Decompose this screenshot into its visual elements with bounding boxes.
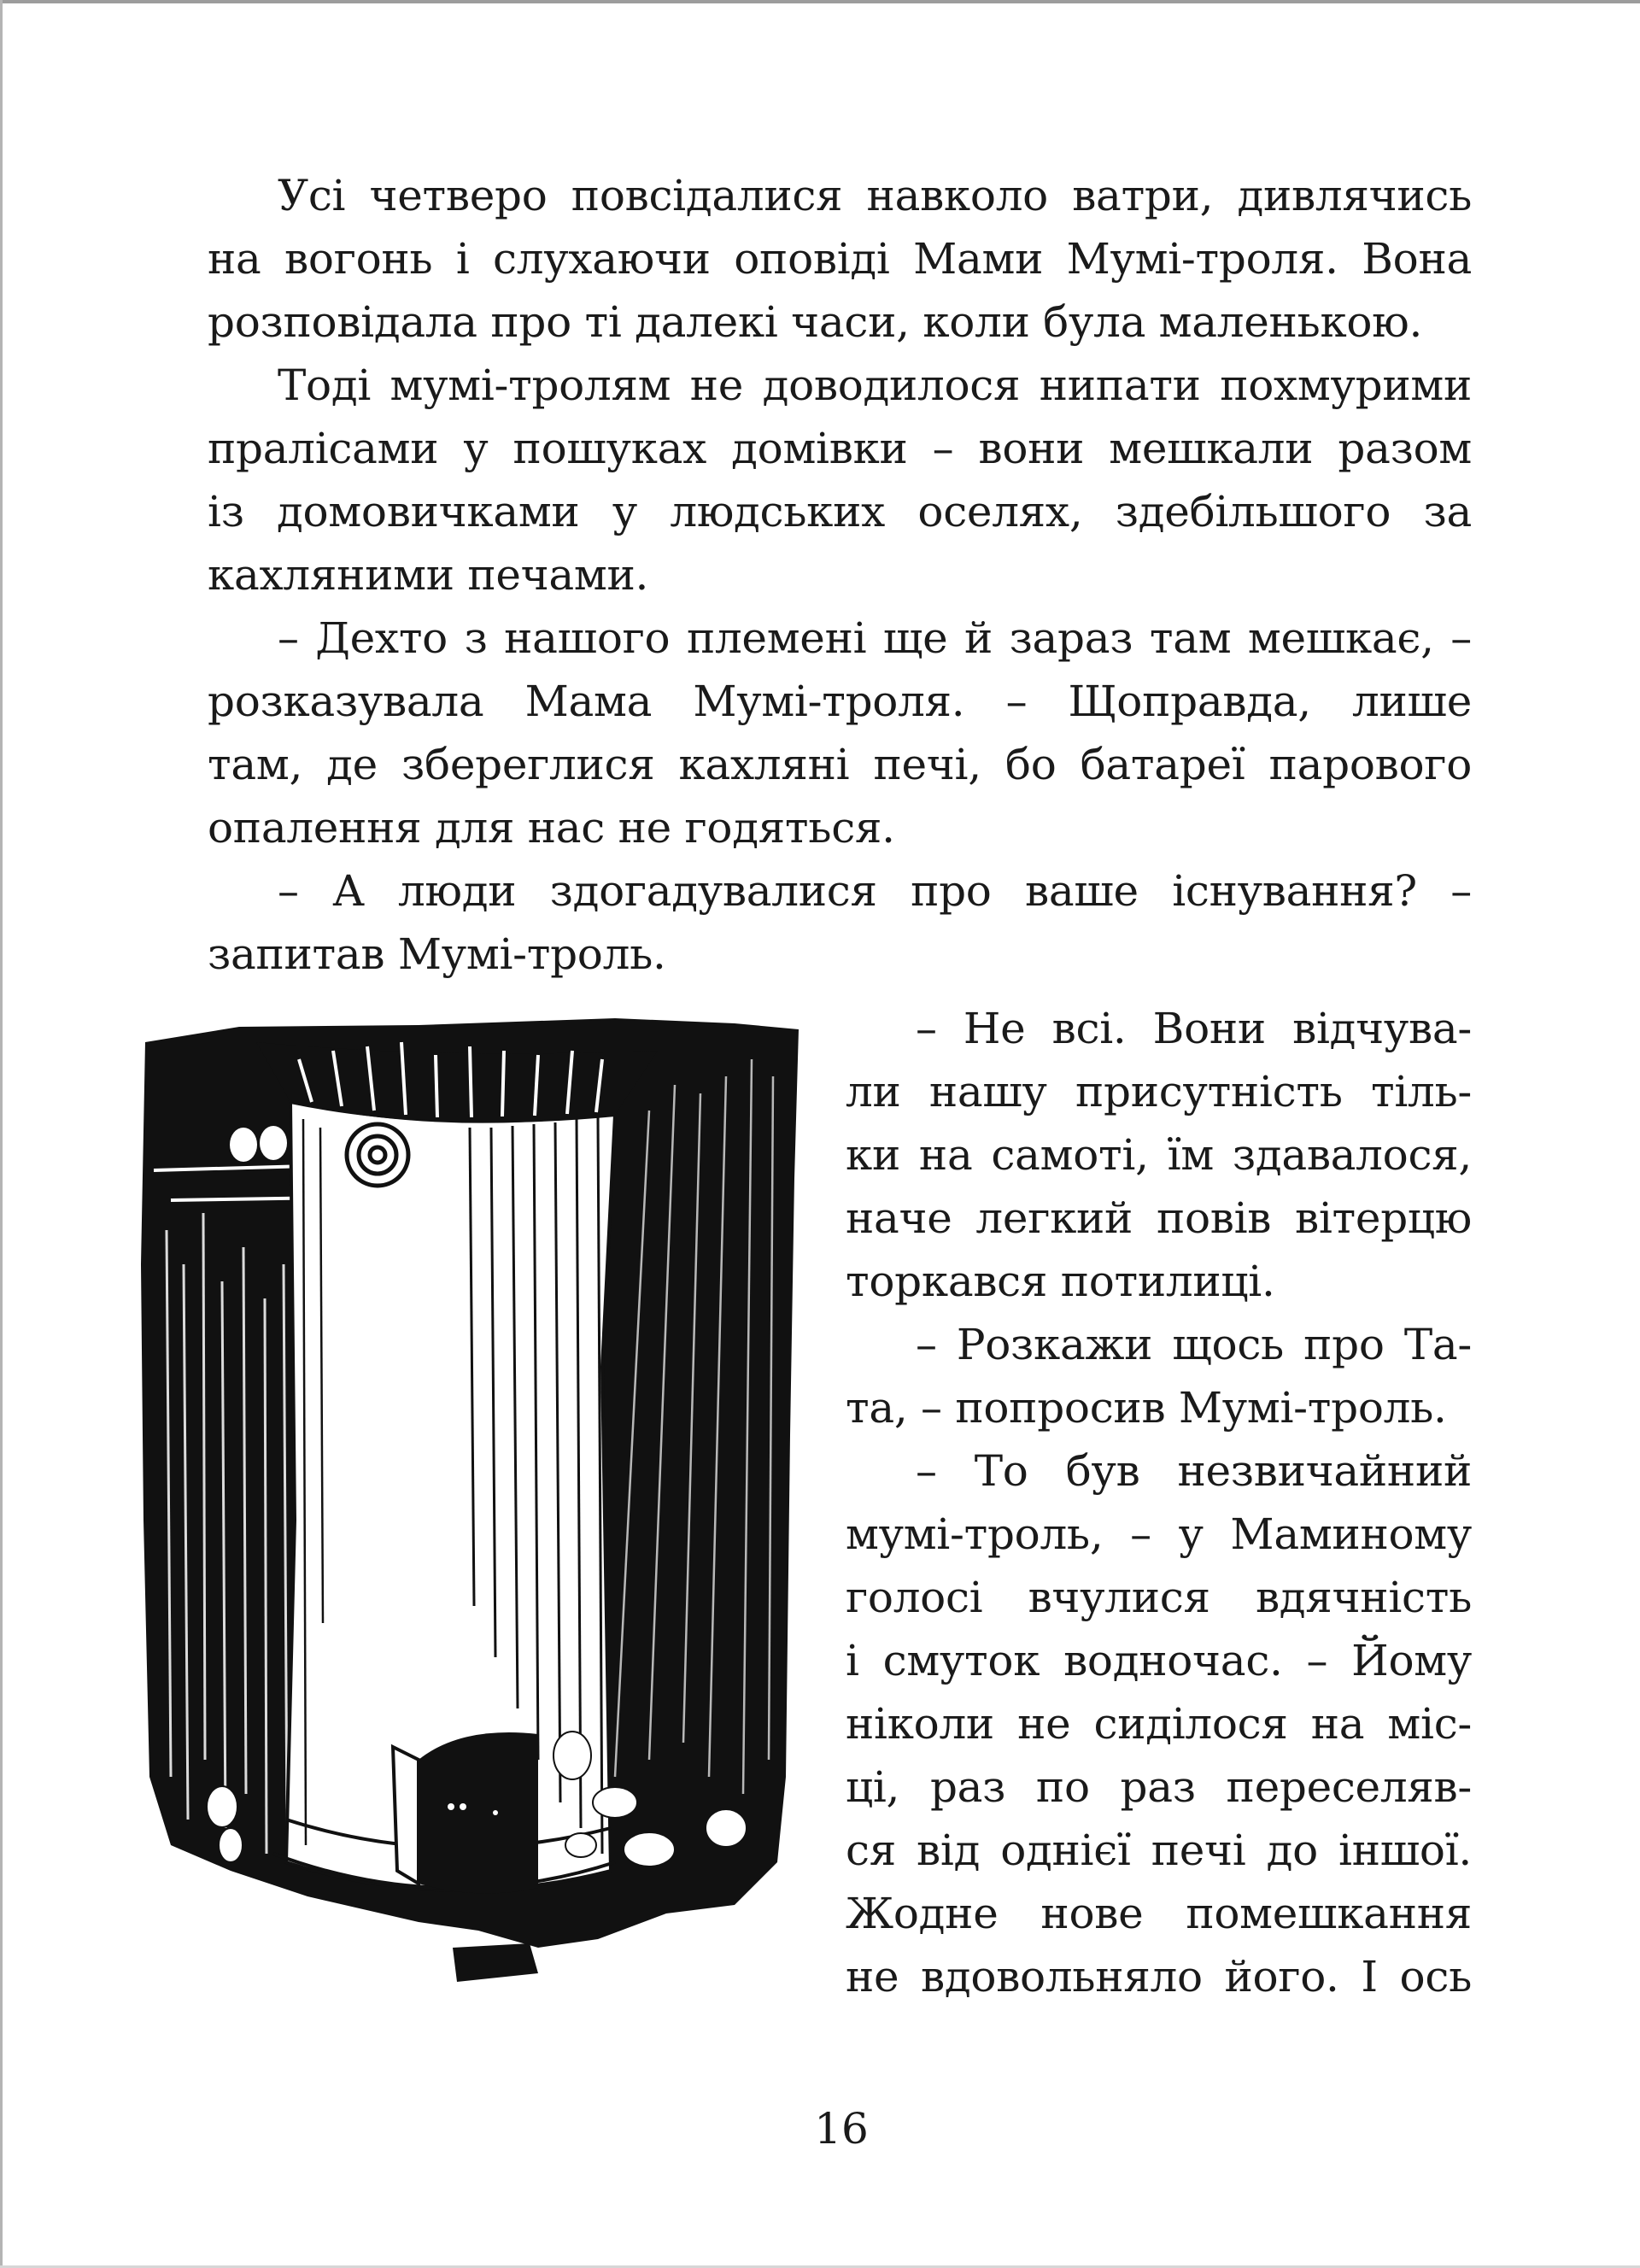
text-line: Жодне нове помешкання bbox=[846, 1889, 1472, 1938]
text-line: наче легкий повів вітерцю bbox=[846, 1193, 1472, 1243]
text-line: – То був незвичайний bbox=[916, 1446, 1472, 1496]
text-line: ки на самоті, їм здавалося, bbox=[846, 1130, 1472, 1180]
text-line: – Дехто з нашого племені ще й зараз там мешкає, – bbox=[278, 613, 1472, 663]
text-line: ніколи не сиділося на міс- bbox=[846, 1699, 1472, 1749]
page-top-border bbox=[0, 0, 1640, 3]
text-line: Усі четверо повсідалися навколо ватри, дивлячись bbox=[278, 171, 1472, 220]
text-line: – А люди здогадувалися про ваше існування? – bbox=[278, 866, 1472, 916]
text-line: із домовичками у людських оселях, здебільшого за bbox=[208, 487, 1472, 536]
text-line: ся від однієї печі до іншої. bbox=[846, 1826, 1472, 1875]
text-line: Тоді мумі-тролям не доводилося нипати похмурими bbox=[278, 360, 1472, 410]
text-line: розказувала Мама Мумі-троля. – Щоправда, лише bbox=[208, 677, 1472, 726]
text-line: на вогонь і слухаючи оповіді Мами Мумі-троля. Вона bbox=[208, 234, 1472, 284]
text-line: пралісами у пошуках домівки – вони мешкали разом bbox=[208, 424, 1472, 473]
page-number: 16 bbox=[814, 2104, 869, 2154]
page-left-border bbox=[0, 0, 3, 2268]
text-line: і смуток водночас. – Йому bbox=[846, 1636, 1472, 1685]
text-line: опалення для нас не годяться. bbox=[208, 803, 895, 853]
text-line: розповідала про ті далекі часи, коли була маленькою. bbox=[208, 297, 1423, 347]
text-line: не вдовольняло його. І ось bbox=[846, 1952, 1472, 2001]
text-line: торкався потилиці. bbox=[846, 1257, 1275, 1306]
text-line: кахляними печами. bbox=[208, 550, 649, 600]
text-line: ці, раз по раз переселяв- bbox=[846, 1762, 1472, 1812]
stove-illustration bbox=[137, 1008, 807, 2025]
text-line: – Розкажи щось про Та- bbox=[916, 1320, 1472, 1369]
text-line: запитав Мумі-троль. bbox=[208, 929, 666, 979]
text-line: мумі-троль, – у Маминому bbox=[846, 1509, 1472, 1559]
text-line: голосі вчулися вдячність bbox=[846, 1573, 1472, 1622]
side-text-column bbox=[846, 997, 1472, 2008]
text-line: ли нашу присутність тіль- bbox=[846, 1067, 1472, 1116]
text-line: – Не всі. Вони відчува- bbox=[916, 1004, 1472, 1053]
text-line: та, – попросив Мумі-троль. bbox=[846, 1383, 1447, 1433]
text-line: там, де збереглися кахляні печі, бо батареї парового bbox=[208, 740, 1472, 789]
stove-drawing-icon bbox=[137, 1008, 807, 2025]
main-text-column bbox=[208, 164, 1472, 986]
